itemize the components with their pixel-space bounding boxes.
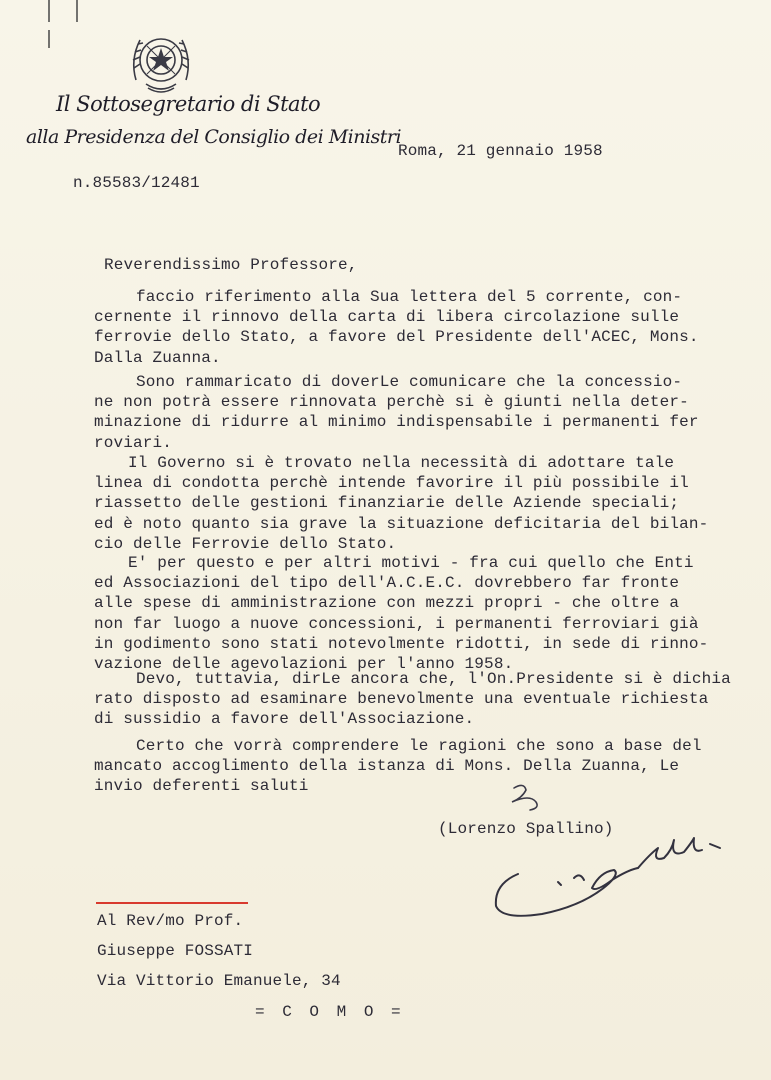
paragraph-line: cio delle Ferrovie dello Stato. [94, 534, 397, 553]
punch-mark [76, 0, 78, 22]
paragraph-line: ed Associazioni del tipo dell'A.C.E.C. dovrebbero far fronte [94, 574, 680, 593]
paragraph-line: in godimento sono stati notevolmente ridotti, in sede di rinno- [94, 634, 709, 653]
paragraph-line: ne non potrà essere rinnovata perchè si è giunti nella deter- [94, 393, 689, 412]
paragraph-line: Il Governo si è trovato nella necessità di adottare tale [128, 454, 675, 472]
paragraph-line: Dalla Zuanna. [94, 348, 221, 367]
body-paragraph [94, 669, 731, 730]
paragraph-line: alle spese di amministrazione con mezzi propri - che oltre a [94, 594, 680, 613]
paragraph-line: Devo, tuttavia, dirLe ancora che, l'On.Presidente si è dichia [136, 670, 731, 688]
paragraph-line: di sussidio a favore dell'Associazione. [94, 710, 475, 729]
handwritten-signature [488, 828, 728, 928]
address-line: Via Vittorio Emanuele, 34 [97, 972, 341, 990]
paragraph-line: vazione delle agevolazioni per l'anno 1958. [94, 654, 514, 673]
paragraph-line: roviari. [94, 433, 173, 452]
address-line: Giuseppe FOSSATI [97, 942, 254, 960]
paragraph-line: invio deferenti saluti [94, 777, 309, 796]
red-rule [96, 902, 248, 904]
paragraph-line: E' per questo e per altri motivi - fra cui quello che Enti [128, 554, 694, 572]
body-paragraph [94, 553, 708, 674]
paragraph-line: faccio riferimento alla Sua lettera del 5 corrente, con- [136, 288, 683, 306]
letterhead-subtitle: alla Presidenza del Consiglio dei Ministri [26, 126, 402, 148]
paragraph-line: mancato accoglimento della istanza di Mons. Della Zuanna, Le [94, 757, 680, 776]
paragraph-line: Certo che vorrà comprendere le ragioni che sono a base del [136, 737, 702, 755]
italian-republic-emblem-icon [126, 22, 196, 98]
punch-mark [48, 0, 50, 22]
body-paragraph [94, 287, 699, 368]
body-paragraph [94, 372, 699, 453]
protocol-number: n.85583/12481 [73, 174, 200, 192]
paragraph-line: cernente il rinnovo della carta di libera circolazione sulle [94, 308, 680, 327]
letterhead-title: Il Sottosegretario di Stato [56, 92, 321, 116]
paragraph-line: linea di condotta perchè intende favorire il più possibile il [94, 474, 689, 493]
address-city: = C O M O = [255, 1003, 405, 1021]
salutation: Reverendissimo Professore, [104, 256, 358, 274]
paragraph-line: rato disposto ad esaminare benevolmente una eventuale richiesta [94, 690, 709, 709]
paragraph-line: non far luogo a nuove concessioni, i permanenti ferroviari già [94, 614, 699, 633]
body-paragraph [94, 736, 702, 797]
place-date: Roma, 21 gennaio 1958 [398, 142, 603, 160]
paragraph-line: ferrovie dello Stato, a favore del Presidente dell'ACEC, Mons. [94, 328, 699, 347]
punch-mark [48, 30, 50, 48]
paragraph-line: Sono rammaricato di doverLe comunicare che la concessio- [136, 373, 683, 391]
signer-name: (Lorenzo Spallino) [438, 820, 614, 838]
paragraph-line: ed è noto quanto sia grave la situazione deficitaria del bilan- [94, 514, 709, 533]
body-paragraph [94, 453, 708, 554]
paragraph-line: riassetto delle gestioni finanziarie delle Aziende speciali; [94, 494, 680, 513]
handwritten-initials [500, 780, 570, 820]
paragraph-line: minazione di ridurre al minimo indispensabile i permanenti fer [94, 413, 699, 432]
address-line: Al Rev/mo Prof. [97, 912, 244, 930]
